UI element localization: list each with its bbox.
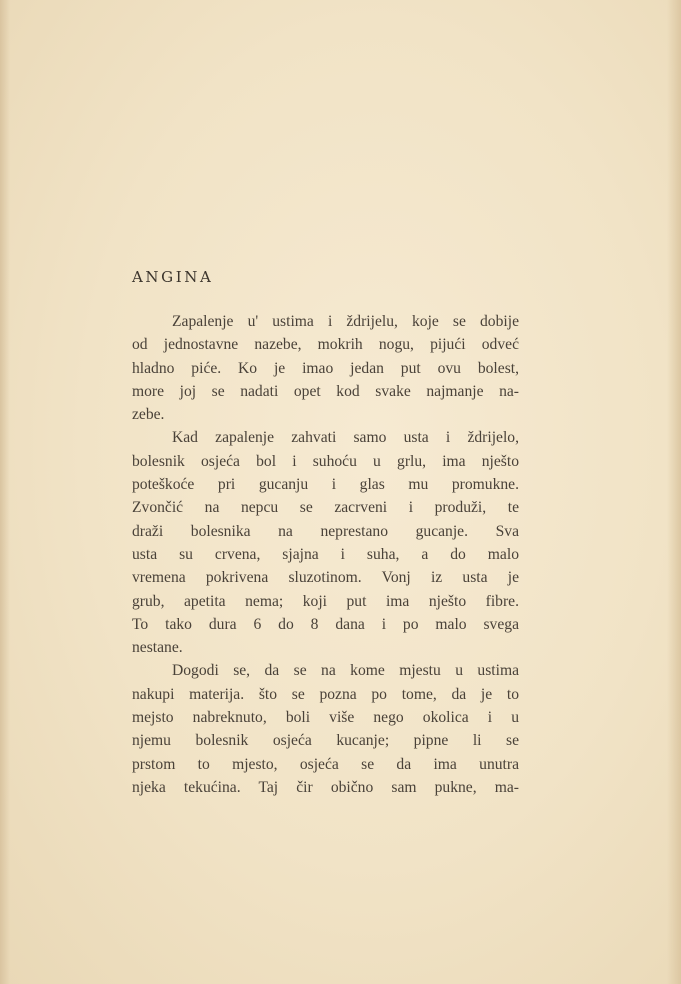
text-line: more joj se nadati opet kod svake najmanje na- (132, 382, 519, 400)
paragraph (132, 426, 519, 659)
text-line: poteškoće pri gucanju i glas mu promukne. (132, 476, 519, 494)
text-line: hladno piće. Ko je imao jedan put ovu bolest, (132, 359, 519, 377)
text-line: nakupi materija. što se pozna po tome, da je to (132, 685, 519, 703)
text-line: od jednostavne nazebe, mokrih nogu, pijući odveć (132, 336, 519, 354)
text-line: prstom to mjesto, osjeća se da ima unutra (132, 755, 519, 773)
paragraph (132, 659, 519, 799)
chapter-heading: ANGINA (132, 268, 214, 286)
text-line: bolesnik osjeća bol i suhoću u grlu, ima nješto (132, 452, 519, 470)
text-line: To tako dura 6 do 8 dana i po malo svega (132, 615, 519, 633)
page-edge-shadow-right (667, 0, 681, 984)
text-line: Zvončić na nepcu se zacrveni i produži, te (132, 499, 519, 517)
text-line: draži bolesnika na neprestano gucanje. Sva (132, 522, 519, 540)
text-line: usta su crvena, sjajna i suha, a do malo (132, 545, 519, 563)
text-line: Kad zapalenje zahvati samo usta i ždrijelo, (172, 429, 519, 447)
text-line: zebe. (132, 406, 165, 424)
text-line: njemu bolesnik osjeća kucanje; pipne li se (132, 732, 519, 750)
text-line: Dogodi se, da se na kome mjestu u ustima (172, 662, 519, 680)
body-text (132, 310, 519, 799)
text-line: mejsto nabreknuto, boli više nego okolica i u (132, 709, 519, 727)
text-line: njeka tekućina. Taj čir obično sam pukne, ma- (132, 778, 519, 796)
text-line: nestane. (132, 639, 183, 657)
page-edge-shadow-left (0, 0, 10, 984)
text-line: grub, apetita nema; koji put ima nješto fibre. (132, 592, 519, 610)
paragraph (132, 310, 519, 426)
text-line: vremena pokrivena sluzotinom. Vonj iz usta je (132, 569, 519, 587)
text-line: Zapalenje u' ustima i ždrijelu, koje se dobije (172, 313, 519, 330)
